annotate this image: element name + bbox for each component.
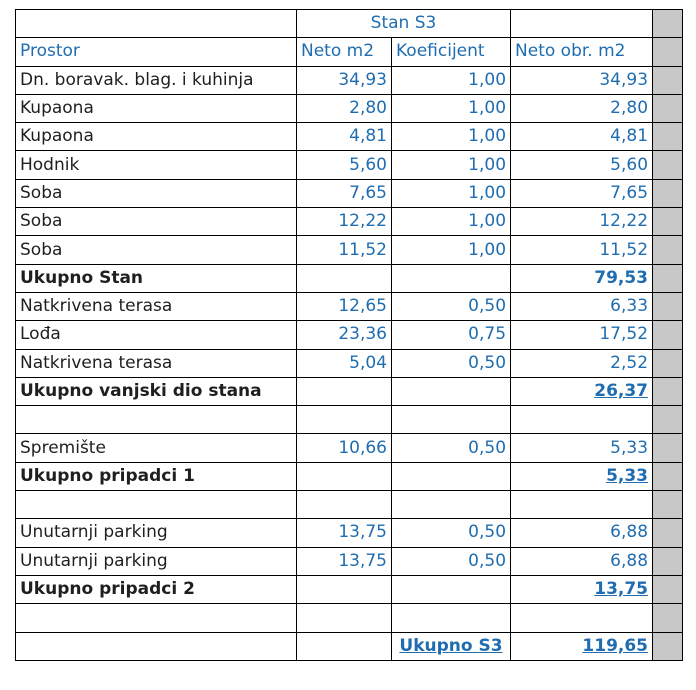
table-row [16, 179, 683, 207]
neto-cell: 11,52 [297, 236, 392, 264]
room-name-cell: Lođa [16, 321, 297, 349]
total-value: 119,65 [511, 632, 653, 660]
neto-cell: 2,80 [297, 94, 392, 122]
gray-column-cell [653, 406, 683, 434]
neto-cell: 7,65 [297, 179, 392, 207]
room-name-cell: Ukupno pripadci 1 [16, 462, 297, 490]
gray-column-cell [653, 604, 683, 632]
neto-cell: 5,60 [297, 151, 392, 179]
gray-column-cell [653, 151, 683, 179]
neto-cell: 5,04 [297, 349, 392, 377]
obr-cell [511, 491, 653, 519]
gray-column-cell [653, 236, 683, 264]
koef-cell [392, 406, 511, 434]
table-row [16, 208, 683, 236]
table-row [16, 547, 683, 575]
obr-cell: 5,33 [511, 462, 653, 490]
neto-cell: 12,22 [297, 208, 392, 236]
neto-cell: 4,81 [297, 123, 392, 151]
room-name-cell: Spremište [16, 434, 297, 462]
area-table [15, 9, 683, 661]
neto-cell [297, 462, 392, 490]
obr-cell: 79,53 [511, 264, 653, 292]
obr-cell: 13,75 [511, 575, 653, 603]
koef-cell [392, 491, 511, 519]
table-row [16, 604, 683, 632]
table-row [16, 377, 683, 405]
table-title: Stan S3 [297, 10, 511, 38]
table-row [16, 575, 683, 603]
room-name-cell [16, 406, 297, 434]
obr-cell: 5,33 [511, 434, 653, 462]
koef-cell: 0,50 [392, 434, 511, 462]
neto-cell [297, 604, 392, 632]
obr-cell [511, 604, 653, 632]
obr-cell: 12,22 [511, 208, 653, 236]
obr-cell: 17,52 [511, 321, 653, 349]
table-row [16, 434, 683, 462]
gray-column-cell [653, 292, 683, 320]
gray-column-cell [653, 66, 683, 94]
room-name-cell: Unutarnji parking [16, 547, 297, 575]
gray-column-cell [653, 179, 683, 207]
neto-cell [297, 491, 392, 519]
table-row [16, 151, 683, 179]
room-name-cell: Natkrivena terasa [16, 292, 297, 320]
gray-column-cell [653, 321, 683, 349]
koef-cell [392, 604, 511, 632]
total-row [16, 632, 683, 660]
table-row [16, 321, 683, 349]
obr-cell: 26,37 [511, 377, 653, 405]
room-name-cell: Hodnik [16, 151, 297, 179]
table-row [16, 66, 683, 94]
koef-cell [392, 264, 511, 292]
koef-cell: 1,00 [392, 208, 511, 236]
room-name-cell: Ukupno Stan [16, 264, 297, 292]
obr-cell: 2,80 [511, 94, 653, 122]
room-name-cell: Soba [16, 179, 297, 207]
obr-cell: 6,33 [511, 292, 653, 320]
koef-cell [392, 462, 511, 490]
table-row [16, 94, 683, 122]
neto-cell: 13,75 [297, 519, 392, 547]
gray-column-cell [653, 519, 683, 547]
obr-cell: 2,52 [511, 349, 653, 377]
koef-cell: 0,50 [392, 519, 511, 547]
total-label: Ukupno S3 [392, 632, 511, 660]
neto-cell: 12,65 [297, 292, 392, 320]
col-header-prostor: Prostor [16, 38, 297, 66]
obr-cell: 6,88 [511, 547, 653, 575]
koef-cell: 0,50 [392, 292, 511, 320]
room-name-cell: Soba [16, 236, 297, 264]
koef-cell: 0,50 [392, 349, 511, 377]
col-header-obr: Neto obr. m2 [511, 38, 653, 66]
obr-cell [511, 406, 653, 434]
gray-column-cell [653, 547, 683, 575]
gray-column-cell [653, 208, 683, 236]
room-name-cell: Kupaona [16, 123, 297, 151]
table-row [16, 406, 683, 434]
room-name-cell: Ukupno vanjski dio stana [16, 377, 297, 405]
gray-column-cell [653, 123, 683, 151]
title-row [16, 10, 683, 38]
koef-cell: 0,75 [392, 321, 511, 349]
gray-column-cell [653, 349, 683, 377]
neto-cell: 13,75 [297, 547, 392, 575]
room-name-cell [16, 491, 297, 519]
room-name-cell: Dn. boravak. blag. i kuhinja [16, 66, 297, 94]
table-row [16, 123, 683, 151]
room-name-cell: Unutarnji parking [16, 519, 297, 547]
gray-column-cell [653, 632, 683, 660]
neto-cell [297, 264, 392, 292]
neto-cell [297, 575, 392, 603]
gray-column-cell [653, 94, 683, 122]
koef-cell [392, 575, 511, 603]
room-name-cell: Soba [16, 208, 297, 236]
koef-cell: 1,00 [392, 94, 511, 122]
table-row [16, 462, 683, 490]
room-name-cell: Kupaona [16, 94, 297, 122]
obr-cell: 6,88 [511, 519, 653, 547]
neto-cell [297, 406, 392, 434]
table-row [16, 292, 683, 320]
gray-column-cell [653, 434, 683, 462]
koef-cell: 1,00 [392, 179, 511, 207]
room-name-cell: Natkrivena terasa [16, 349, 297, 377]
col-header-koef: Koeficijent [392, 38, 511, 66]
gray-column-cell [653, 264, 683, 292]
gray-column-cell [653, 10, 683, 38]
table-row [16, 491, 683, 519]
koef-cell: 1,00 [392, 123, 511, 151]
room-name-cell: Ukupno pripadci 2 [16, 575, 297, 603]
gray-column-cell [653, 377, 683, 405]
neto-cell: 34,93 [297, 66, 392, 94]
col-header-neto: Neto m2 [297, 38, 392, 66]
spreadsheet [15, 9, 682, 661]
neto-cell: 23,36 [297, 321, 392, 349]
koef-cell: 1,00 [392, 236, 511, 264]
koef-cell: 1,00 [392, 151, 511, 179]
table-row [16, 236, 683, 264]
gray-column-cell [653, 575, 683, 603]
gray-column-cell [653, 38, 683, 66]
table-row [16, 349, 683, 377]
gray-column-cell [653, 491, 683, 519]
neto-cell: 10,66 [297, 434, 392, 462]
koef-cell: 1,00 [392, 66, 511, 94]
obr-cell: 34,93 [511, 66, 653, 94]
header-row [16, 38, 683, 66]
obr-cell: 4,81 [511, 123, 653, 151]
room-name-cell [16, 604, 297, 632]
obr-cell: 7,65 [511, 179, 653, 207]
table-row [16, 264, 683, 292]
table-row [16, 519, 683, 547]
koef-cell: 0,50 [392, 547, 511, 575]
gray-column-cell [653, 462, 683, 490]
neto-cell [297, 377, 392, 405]
obr-cell: 5,60 [511, 151, 653, 179]
obr-cell: 11,52 [511, 236, 653, 264]
koef-cell [392, 377, 511, 405]
